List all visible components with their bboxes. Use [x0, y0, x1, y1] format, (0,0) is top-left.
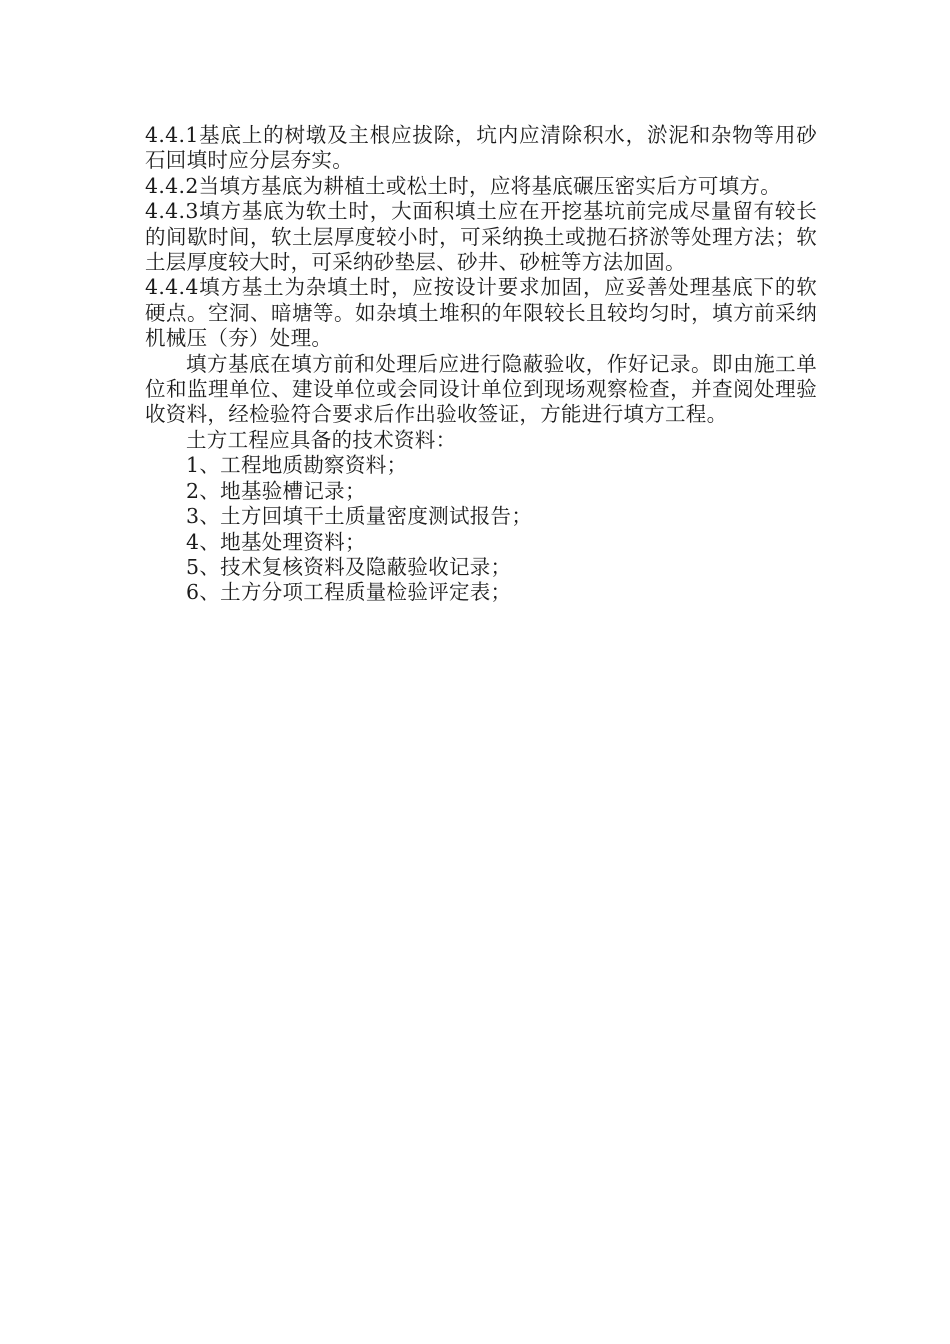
list-item: 6、土方分项工程质量检验评定表； — [186, 580, 512, 605]
paragraph-acceptance: 填方基底在填方前和处理后应进行隐蔽验收，作好记录。即由施工单位和监理单位、建设单位或会同设计单位到现场观察检查，并查阅处理验收资料，经检验符合要求后作出验收签证，方能进行填方工程。 — [145, 351, 817, 427]
list-item: 3、土方回填干土质量密度测试报告； — [186, 504, 533, 529]
list-item: 2、地基验槽记录； — [186, 478, 366, 503]
paragraph-4-4-2: 4.4.2当填方基底为耕植土或松土时，应将基底碾压密实后方可填方。 — [145, 173, 782, 198]
list-item: 4、地基处理资料； — [186, 529, 366, 554]
paragraph-4-4-3: 4.4.3填方基底为软土时，大面积填土应在开挖基坑前完成尽量留有较长的间歇时间，软土层厚度较小时，可采纳换土或抛石挤淤等处理方法；软土层厚度较大时，可采纳砂垫层、砂井、砂桩等方法加固。 — [145, 199, 817, 275]
document-body — [145, 123, 817, 606]
list-item: 1、工程地质勘察资料； — [186, 453, 408, 478]
paragraph-4-4-1: 4.4.1基底上的树墩及主根应拔除，坑内应清除积水，淤泥和杂物等用砂石回填时应分层夯实。 — [145, 123, 817, 173]
list-item: 5、技术复核资料及隐蔽验收记录； — [186, 554, 512, 579]
paragraph-4-4-4: 4.4.4填方基土为杂填土时，应按设计要求加固，应妥善处理基底下的软硬点。空洞、暗塘等。如杂填土堆积的年限较长且较均匀时，填方前采纳机械压（夯）处理。 — [145, 275, 817, 351]
paragraph-technical-docs-heading: 土方工程应具备的技术资料： — [186, 427, 457, 452]
